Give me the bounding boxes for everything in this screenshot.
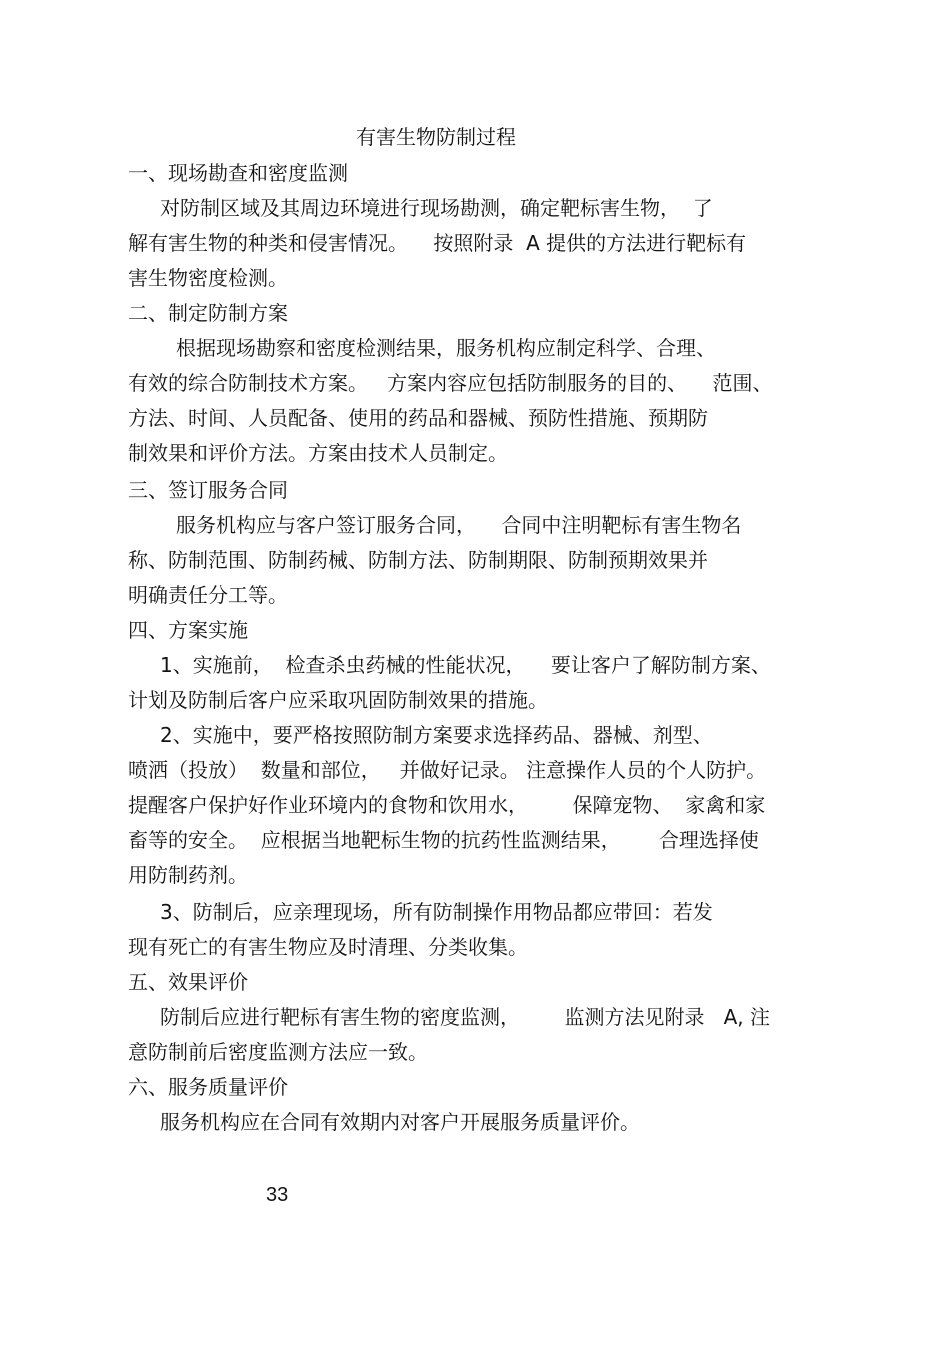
paragraph-line: 有效的综合防制技术方案。 方案内容应包括防制服务的目的、 范围、 [128, 371, 773, 395]
paragraph-line: 1、实施前， 检查杀虫药械的性能状况， 要让客户了解防制方案、 [160, 653, 771, 677]
paragraph-line: 解有害生物的种类和侵害情况。 按照附录 A 提供的方法进行靶标有 [128, 231, 747, 255]
paragraph-line: 2、实施中，要严格按照防制方案要求选择药品、器械、剂型、 [160, 723, 713, 747]
paragraph-line: 喷洒（投放） 数量和部位， 并做好记录。 注意操作人员的个人防护。 [128, 758, 767, 782]
section-heading-4: 四、方案实施 [128, 618, 248, 642]
paragraph-line: 3、防制后，应亲理现场，所有防制操作用物品都应带回：若发 [160, 900, 713, 924]
paragraph-line: 服务机构应在合同有效期内对客户开展服务质量评价。 [160, 1110, 640, 1134]
paragraph-line: 害生物密度检测。 [128, 266, 288, 290]
paragraph-line: 意防制前后密度监测方法应一致。 [128, 1040, 428, 1064]
paragraph-line: 方法、时间、人员配备、使用的药品和器械、预防性措施、预期防 [128, 406, 708, 430]
section-heading-5: 五、效果评价 [128, 970, 248, 994]
paragraph-line: 服务机构应与客户签订服务合同， 合同中注明靶标有害生物名 [176, 513, 742, 537]
paragraph-line: 畜等的安全。 应根据当地靶标生物的抗药性监测结果， 合理选择使 [128, 828, 759, 852]
paragraph-line: 根据现场勘察和密度检测结果，服务机构应制定科学、合理、 [176, 336, 716, 360]
paragraph-line: 制效果和评价方法。方案由技术人员制定。 [128, 441, 508, 465]
paragraph-line: 现有死亡的有害生物应及时清理、分类收集。 [128, 935, 528, 959]
paragraph-line: 明确责任分工等。 [128, 583, 288, 607]
paragraph-line: 称、防制范围、防制药械、防制方法、防制期限、防制预期效果并 [128, 548, 708, 572]
document-title: 有害生物防制过程 [356, 125, 516, 149]
paragraph-line: 用防制药剂。 [128, 863, 248, 887]
paragraph-line: 对防制区域及其周边环境进行现场勘测，确定靶标害生物， 了 [160, 196, 713, 220]
paragraph-line: 提醒客户保护好作业环境内的食物和饮用水， 保障宠物、 家禽和家 [128, 793, 766, 817]
paragraph-line: 计划及防制后客户应采取巩固防制效果的措施。 [128, 688, 548, 712]
section-heading-6: 六、服务质量评价 [128, 1075, 288, 1099]
section-heading-1: 一、现场勘查和密度监测 [128, 161, 348, 185]
paragraph-line: 防制后应进行靶标有害生物的密度监测， 监测方法见附录 A, 注 [160, 1005, 770, 1029]
page-number: 33 [266, 1184, 289, 1206]
section-heading-3: 三、签订服务合同 [128, 478, 288, 502]
section-heading-2: 二、制定防制方案 [128, 301, 288, 325]
